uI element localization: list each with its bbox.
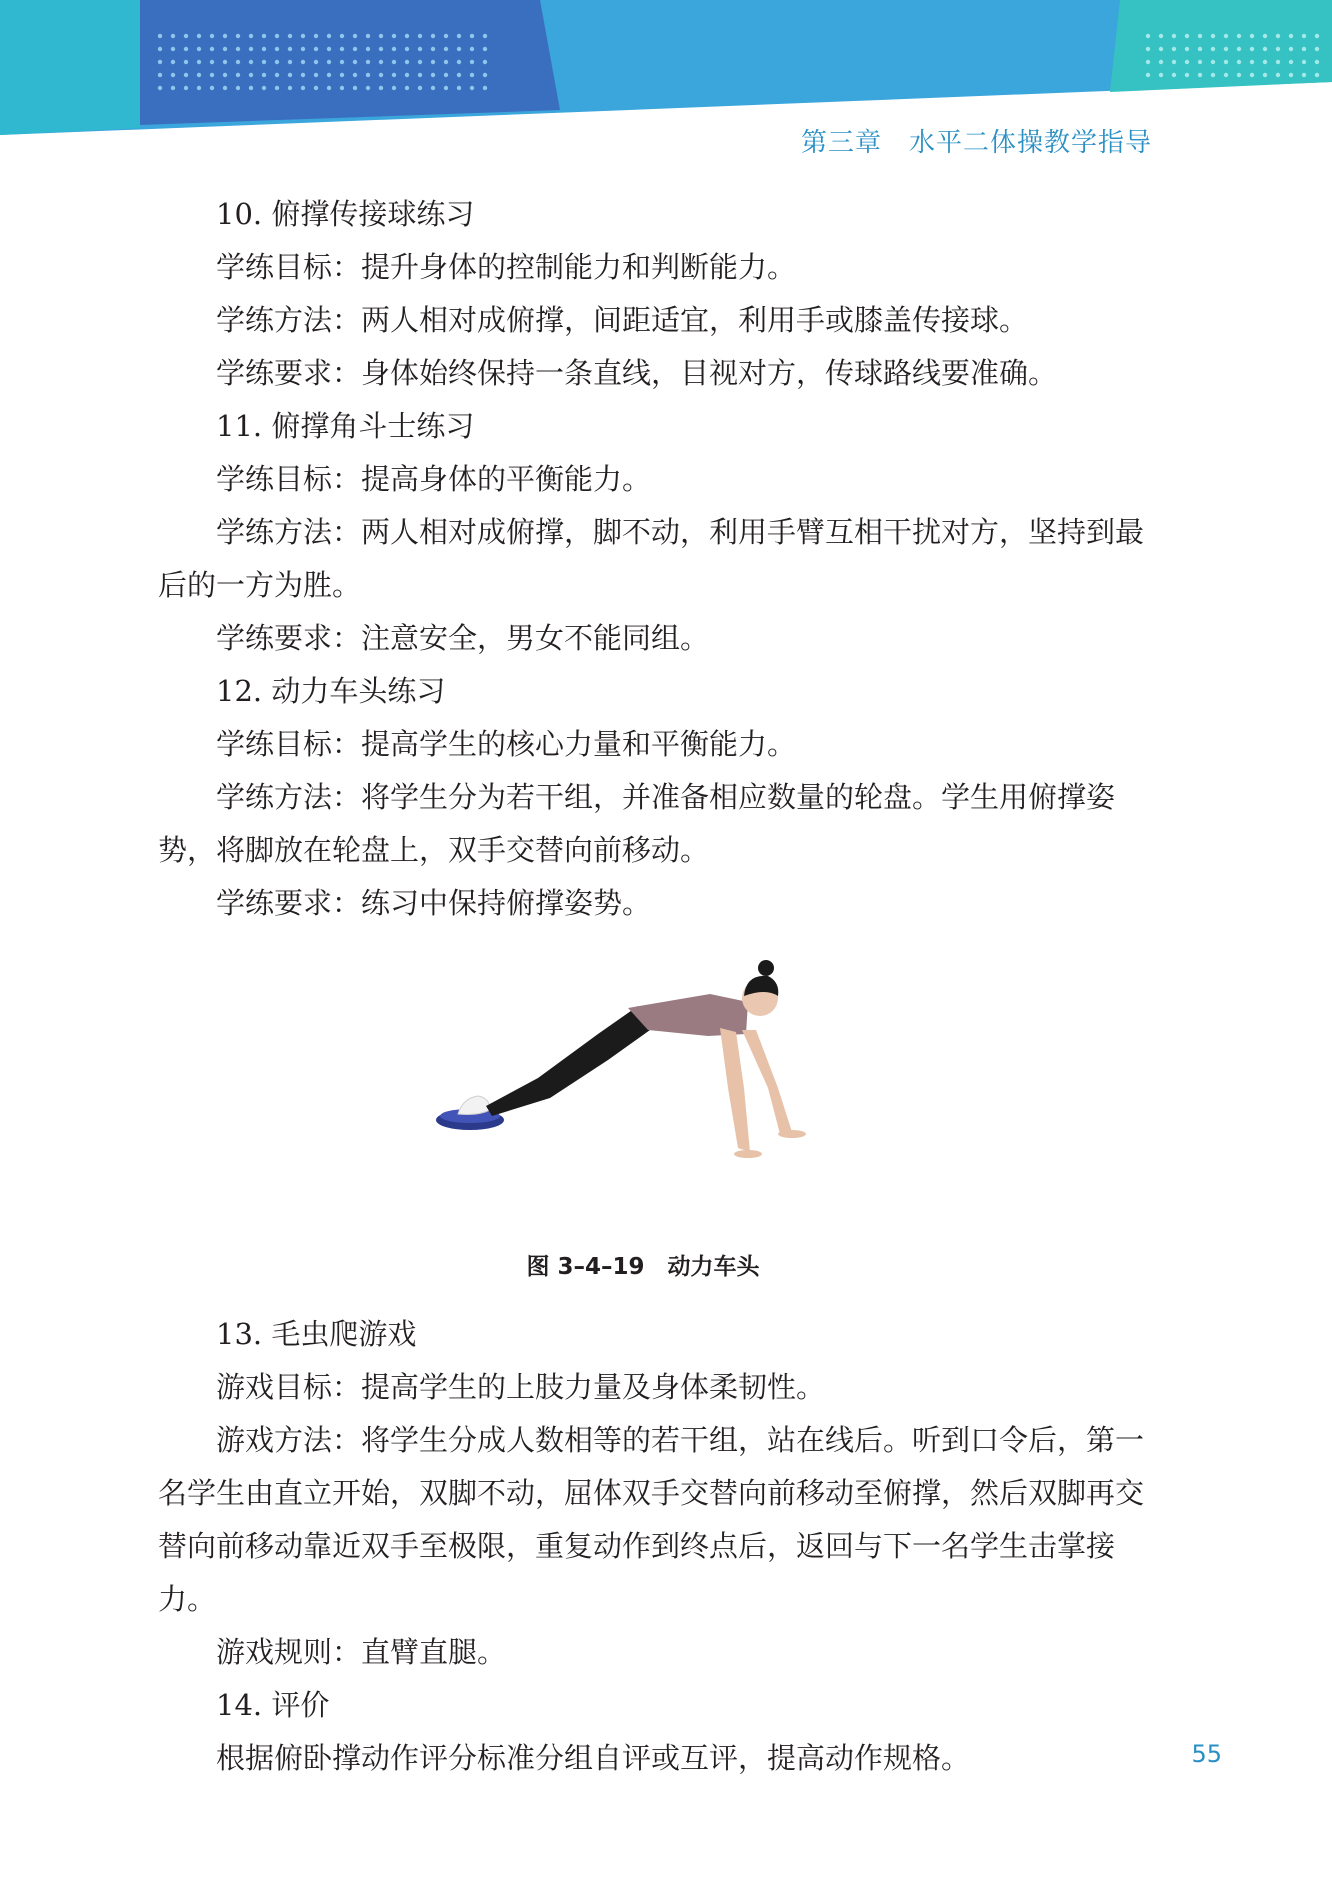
page-body (158, 188, 1150, 1785)
paragraph: 11. 俯撑角斗士练习 (216, 409, 475, 443)
paragraph: 游戏规则：直臂直腿。 (216, 1635, 507, 1669)
paragraph: 学练目标：提高学生的核心力量和平衡能力。 (216, 727, 797, 761)
paragraph: 学练方法：两人相对成俯撑，间距适宜，利用手或膝盖传接球。 (216, 303, 1029, 337)
paragraph: 游戏方法：将学生分成人数相等的若干组，站在线后。听到口令后，第一名学生由直立开始，双脚不动，屈体双手交替向前移动至俯撑，然后双脚再交替向前移动靠近双手至极限，重复动作到终点后，返回与下一名学生击掌接力。 (158, 1423, 1145, 1616)
chapter-title: 第三章 水平二体操教学指导 (800, 128, 1152, 158)
paragraph: 13. 毛虫爬游戏 (216, 1317, 417, 1351)
paragraph: 14. 评价 (216, 1688, 330, 1722)
figure-caption: 图 3–4–19 动力车头 (526, 1254, 760, 1280)
paragraph: 学练方法：将学生分为若干组，并准备相应数量的轮盘。学生用俯撑姿势，将脚放在轮盘上，双手交替向前移动。 (158, 780, 1116, 867)
paragraph: 学练要求：身体始终保持一条直线，目视对方，传球路线要准确。 (216, 356, 1058, 390)
paragraph: 学练要求：练习中保持俯撑姿势。 (216, 886, 652, 920)
paragraph: 根据俯卧撑动作评分标准分组自评或互评，提高动作规格。 (216, 1741, 971, 1775)
paragraph: 学练目标：提高身体的平衡能力。 (216, 462, 652, 496)
page-number: 55 (1191, 1740, 1222, 1768)
figure-illustration-plank-on-wheel (428, 938, 868, 1238)
paragraph: 12. 动力车头练习 (216, 674, 446, 708)
paragraph: 游戏目标：提高学生的上肢力量及身体柔韧性。 (216, 1370, 826, 1404)
figure (158, 938, 1150, 1308)
text-block-top (158, 188, 1150, 930)
paragraph: 学练目标：提升身体的控制能力和判断能力。 (216, 250, 797, 284)
paragraph: 学练要求：注意安全，男女不能同组。 (216, 621, 710, 655)
text-block-bottom (158, 1308, 1150, 1785)
paragraph: 学练方法：两人相对成俯撑，脚不动，利用手臂互相干扰对方，坚持到最后的一方为胜。 (158, 515, 1145, 602)
paragraph: 10. 俯撑传接球练习 (216, 197, 475, 231)
header-banner (0, 0, 1332, 140)
